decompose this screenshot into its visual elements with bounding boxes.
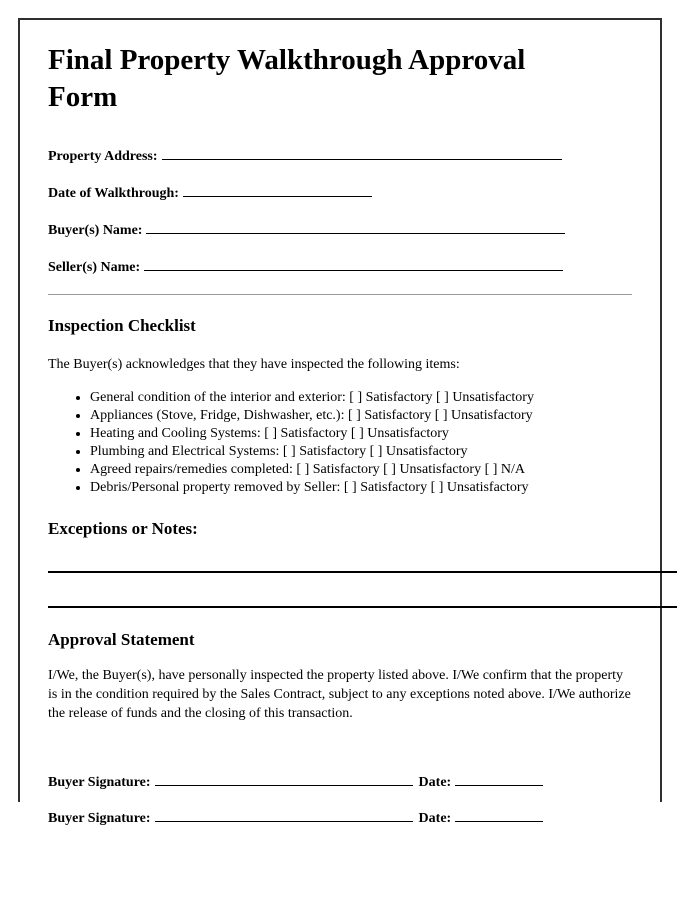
checklist-item xyxy=(90,425,632,443)
signature-section xyxy=(48,772,632,826)
checklist-item-label: Debris/Personal property removed by Seller xyxy=(90,480,337,495)
checklist-item xyxy=(90,443,632,461)
checkbox-option: [ ] Unsatisfactory xyxy=(430,480,529,495)
signature-row xyxy=(48,772,632,791)
signature-blank-line xyxy=(155,808,413,822)
approval-heading: Approval Statement xyxy=(48,630,195,649)
inspection-checklist-heading: Inspection Checklist xyxy=(48,316,196,335)
checkbox-option: [ ] Unsatisfactory xyxy=(350,426,449,441)
checklist-separator: : xyxy=(336,480,344,495)
checklist-separator: : xyxy=(289,462,297,477)
checklist-separator: : xyxy=(341,390,350,405)
checkbox-option: [ ] Unsatisfactory xyxy=(436,390,534,405)
section-divider xyxy=(48,294,632,295)
field-row xyxy=(48,146,632,165)
checkbox-option: [ ] Unsatisfactory xyxy=(434,408,533,423)
date-blank-line xyxy=(455,808,543,822)
field-label: Seller(s) Name: xyxy=(48,260,141,275)
date-label: Date: xyxy=(418,775,452,790)
checkbox-option: [ ] Satisfactory xyxy=(282,444,367,459)
checklist-separator: : xyxy=(340,408,348,423)
approval-statement-text: I/We, the Buyer(s), have personally inspected the property listed above. I/We confirm that the property is in the condition required by the Sales Contract, subject to any exceptions noted above. I/We authorize the release of funds and the closing of this transaction. xyxy=(48,668,631,721)
date-blank-line xyxy=(455,772,543,786)
field-row xyxy=(48,220,632,239)
checklist-item xyxy=(90,479,632,497)
date-label: Date: xyxy=(418,811,452,826)
notes-blank-line xyxy=(48,571,677,573)
checkbox-option: [ ] Satisfactory xyxy=(343,480,428,495)
clipped-signature-row-wrapper xyxy=(48,808,632,826)
checkbox-option: [ ] Unsatisfactory xyxy=(383,462,482,477)
checkbox-option: [ ] N/A xyxy=(484,462,526,477)
notes-area xyxy=(48,571,632,608)
checklist-item xyxy=(90,389,632,407)
checklist-separator: : xyxy=(275,444,283,459)
signature-blank-line xyxy=(155,772,413,786)
field-blank-line xyxy=(162,146,562,160)
field-blank-line xyxy=(146,220,565,234)
checkbox-option: [ ] Satisfactory xyxy=(264,426,348,441)
checklist-item-label: Heating and Cooling Systems xyxy=(90,426,257,441)
field-label: Date of Walkthrough: xyxy=(48,186,179,201)
signature-label: Buyer Signature: xyxy=(48,775,151,790)
checklist-separator: : xyxy=(256,426,265,441)
checklist-item-label: General condition of the interior and exterior xyxy=(90,390,342,405)
signature-row xyxy=(48,808,632,827)
checklist-item-label: Plumbing and Electrical Systems xyxy=(90,444,276,459)
checkbox-option: [ ] Unsatisfactory xyxy=(369,444,468,459)
checklist-intro: The Buyer(s) acknowledges that they have inspected the following items: xyxy=(48,357,460,372)
checkbox-option: [ ] Satisfactory xyxy=(349,390,433,405)
exceptions-heading: Exceptions or Notes: xyxy=(48,519,198,538)
field-row xyxy=(48,183,632,202)
checkbox-option: [ ] Satisfactory xyxy=(348,408,432,423)
document-page xyxy=(18,18,662,826)
field-blank-line xyxy=(183,183,372,197)
page-title: Final Property Walkthrough Approval Form xyxy=(48,44,526,113)
form-fields xyxy=(48,146,632,276)
field-blank-line xyxy=(144,257,563,271)
checklist-item xyxy=(90,407,632,425)
checklist-item xyxy=(90,461,632,479)
field-label: Buyer(s) Name: xyxy=(48,223,143,238)
checklist-item-label: Appliances (Stove, Fridge, Dishwasher, etc.) xyxy=(90,408,341,423)
field-label: Property Address: xyxy=(48,149,158,164)
checkbox-option: [ ] Satisfactory xyxy=(296,462,380,477)
checklist-item-label: Agreed repairs/remedies completed xyxy=(90,462,290,477)
field-row xyxy=(48,257,632,276)
signature-label: Buyer Signature: xyxy=(48,811,151,826)
inspection-checklist xyxy=(48,389,632,497)
notes-blank-line xyxy=(48,606,677,608)
